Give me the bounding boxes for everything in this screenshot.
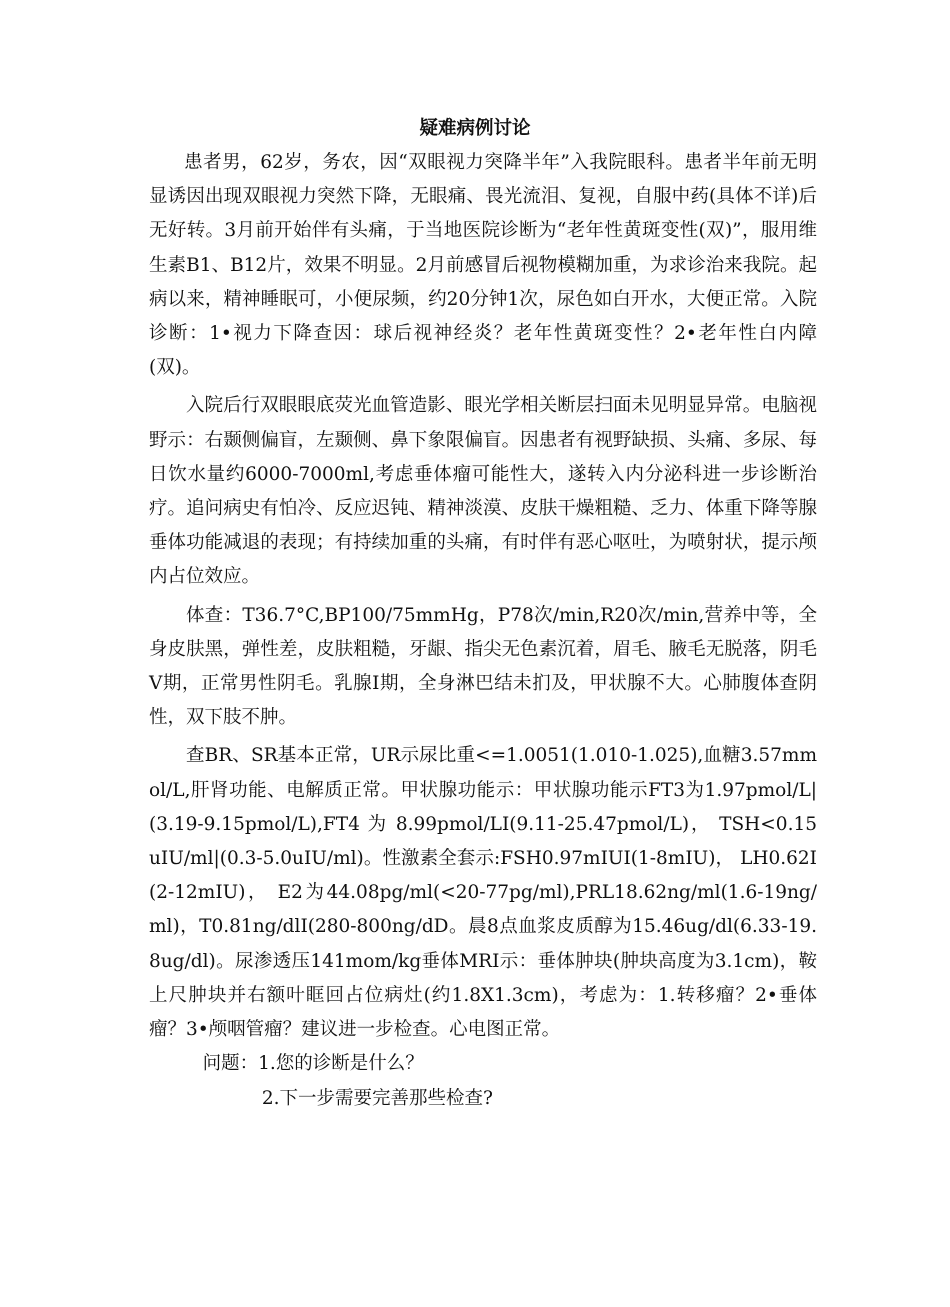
- document-body: [149, 146, 817, 1116]
- question-diagnosis: 问题：1.您的诊断是什么？: [202, 1053, 424, 1075]
- paragraph-history: 患者男，62岁，务农，因“双眼视力突降半年”入我院眼科。患者半年前无明显诱因出现双眼视力突然下降，无眼痛、畏光流泪、复视，自服中药(具体不详)后无好转。3月前开始伴有头痛，于当地医院诊断为“老年性黄斑变性(双)”，服用维生素B1、B12片，效果不明显。2月前感冒后视物模糊加重，为求诊治来我院。起病以来，精神睡眠可，小便尿频，约20分钟1次，尿色如白开水，大便正常。入院诊断：1•视力下降查因：球后视神经炎？老年性黄斑变性？2•老年性白内障(双)。: [149, 152, 817, 379]
- paragraph-physical-exam: 体查：T36.7°C,BP100/75mmHg，P78次/min,R20次/min,营养中等，全身皮肤黑，弹性差，皮肤粗糙，牙龈、指尖无色素沉着，眉毛、腋毛无脱落，阴毛V期，正常男性阴毛。乳腺I期，全身淋巴结未扪及，甲状腺不大。心肺腹体查阴性，双下肢不肿。: [149, 604, 817, 729]
- paragraph-lab-results: 查BR、SR基本正常，UR示尿比重<=1.0051(1.010-1.025),血糖3.57mmol/L,肝肾功能、电解质正常。甲状腺功能示：甲状腺功能示FT3为1.97pmol/L|(3.19-9.15pmol/L),FT4 为 8.99pmol/LI(9.11-25.47pmol/L)， TSH<0.15uIU/ml|(0.3-5.0uIU/ml)。性激素全套示:FSH0.97mIUI(1-8mIU)， LH0.62I(2-12mIU)， E2为44.08pg/ml(<20-77pg/ml),PRL18.62ng/ml(1.6-19ng/ml)，T0.81ng/dlI(280-800ng/dD。晨8点血浆皮质醇为15.46ug/dl(6.33-19.8ug/dl)。尿渗透压141mom/kg垂体MRI示：垂体肿块(肿块高度为3.1cm)，鞍上尺肿块并右额叶眶回占位病灶(约1.8X1.3cm)，考虑为：1.转移瘤？2•垂体瘤？3•颅咽管瘤？建议进一步检查。心电图正常。: [149, 745, 817, 1041]
- question-next-tests: 2.下一步需要完善那些检查?: [261, 1087, 493, 1109]
- document-title: 疑难病例讨论: [419, 118, 531, 139]
- paragraph-admission-findings: 入院后行双眼眼底荧光血管造影、眼光学相关断层扫面未见明显异常。电脑视野示：右颞侧偏盲，左颞侧、鼻下象限偏盲。因患者有视野缺损、头痛、多尿、每日饮水量约6000-7000ml,考虑垂体瘤可能性大，遂转入内分泌科进一步诊断治疗。追问病史有怕冷、反应迟钝、精神淡漠、皮肤干燥粗糙、乏力、体重下降等腺垂体功能减退的表现；有持续加重的头痛，有时伴有恶心呕吐，为喷射状，提示颅内占位效应。: [149, 395, 817, 588]
